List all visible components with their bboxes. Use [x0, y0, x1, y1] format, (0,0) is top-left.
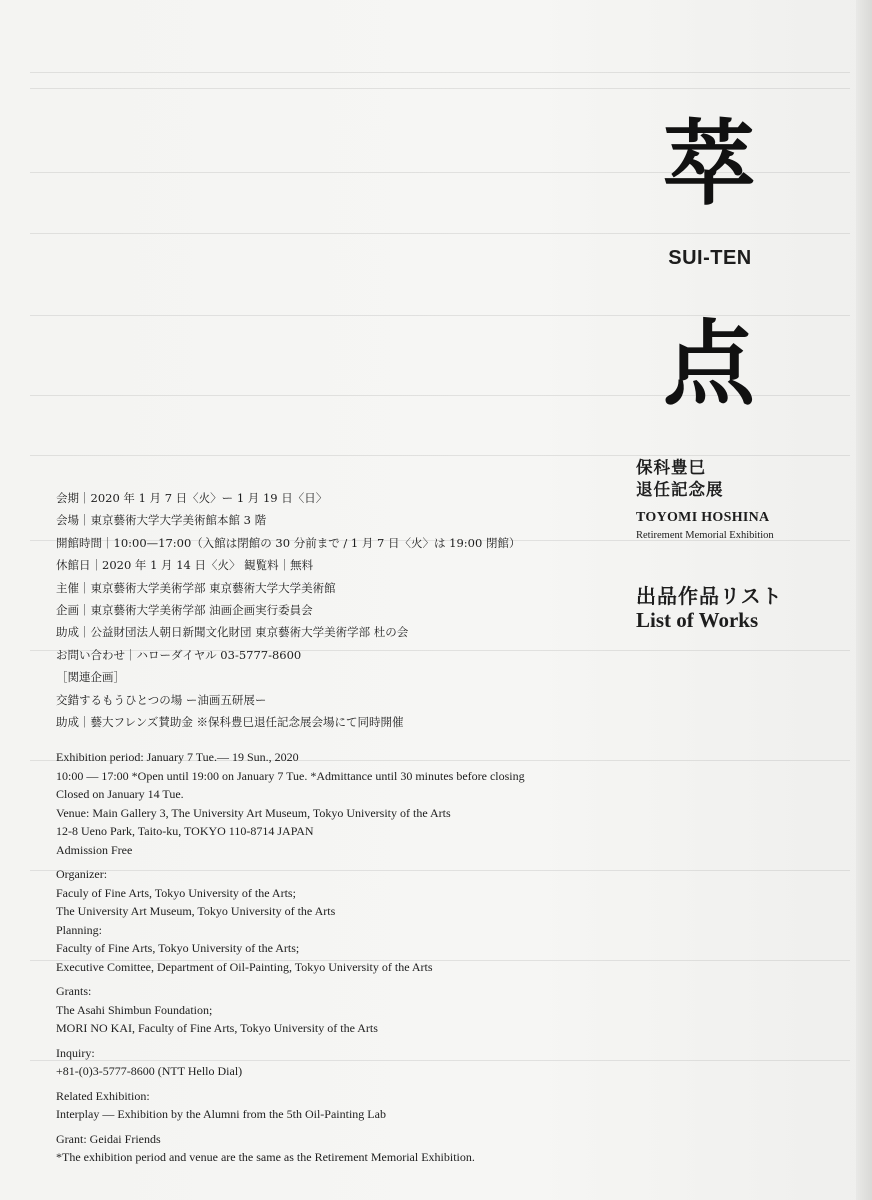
en-info-line: Grant: Geidai Friends	[56, 1131, 161, 1146]
title-kanji-bottom: 点	[662, 310, 755, 418]
jp-info-related-heading: ［関連企画］	[56, 670, 125, 685]
en-info-line: Closed on January 14 Tue.	[56, 787, 184, 801]
jp-subtitle-artist: 保科豊巳	[636, 458, 706, 477]
jp-info-related-title: 交錯するもうひとつの場 ー油画五研展ー	[56, 692, 267, 707]
jp-info-hours: 開館時間｜10:00—17:00（入館は閉館の 30 分前まで / 1 月 7 日〈火〉は 19:00 閉館）	[56, 535, 521, 550]
en-info-line: Admission Free	[56, 842, 133, 857]
jp-info-block	[56, 487, 616, 733]
jp-info-period: 会期｜2020 年 1 月 7 日〈火〉ー 1 月 19 日〈日〉	[56, 491, 328, 505]
en-info-line: Related Exhibition:	[56, 1088, 150, 1103]
en-info-line: Faculty of Fine Arts, Tokyo University of the Arts;	[56, 941, 300, 955]
en-info-line: Planning:	[56, 922, 103, 937]
en-info-line: Organizer:	[56, 867, 108, 881]
jp-info-planning: 企画｜東京藝術大学美術学部 油画企画実行委員会	[56, 602, 313, 617]
jp-info-inquiry: お問い合わせ｜ハローダイヤル 03-5777-8600	[56, 647, 302, 662]
jp-info-closed-admission: 休館日｜2020 年 1 月 14 日〈火〉 観覧料｜無料	[56, 558, 314, 573]
en-info-line: Venue: Main Gallery 3, The University Art Museum, Tokyo University of the Arts	[56, 805, 451, 820]
en-info-line: 10:00 — 17:00 *Open until 19:00 on January 7 Tue. *Admittance until 30 minutes before closing	[56, 768, 525, 783]
title-kanji-top: 萃	[662, 110, 755, 218]
en-info-line: 12-8 Ueno Park, Taito-ku, TOKYO 110-8714 JAPAN	[56, 824, 314, 838]
title-romaji: SUI-TEN	[668, 247, 752, 269]
en-info-line: MORI NO KAI, Faculty of Fine Arts, Tokyo University of the Arts	[56, 1021, 378, 1035]
jp-info-grants: 助成｜公益財団法人朝日新聞文化財団 東京藝術大学美術学部 杜の会	[56, 625, 409, 640]
list-heading-en: List of Works	[636, 608, 759, 632]
jp-subtitle-event: 退任記念展	[636, 480, 724, 499]
list-heading-jp: 出品作品リスト	[636, 584, 783, 608]
jp-info-organizer: 主催｜東京藝術大学美術学部 東京藝術大学大学美術館	[56, 580, 336, 595]
en-info-line: The University Art Museum, Tokyo University of the Arts	[56, 904, 336, 918]
en-info-line: Interplay — Exhibition by the Alumni from the 5th Oil-Painting Lab	[56, 1107, 386, 1121]
en-subtitle: Retirement Memorial Exhibition	[636, 530, 774, 541]
en-info-line: The Asahi Shimbun Foundation;	[56, 1002, 213, 1017]
en-info-line: Grants:	[56, 984, 92, 998]
en-artist-name: TOYOMI HOSHINA	[636, 510, 770, 525]
en-info-line: Inquiry:	[56, 1045, 95, 1060]
en-info-line: Faculy of Fine Arts, Tokyo University of the Arts;	[56, 885, 296, 900]
jp-info-related-grant: 助成｜藝大フレンズ賛助金 ※保科豊巳退任記念展会場にて同時開催	[56, 714, 404, 729]
en-info-line: *The exhibition period and venue are the same as the Retirement Memorial Exhibition.	[56, 1150, 475, 1164]
jp-info-venue: 会場｜東京藝術大学大学美術館本館 3 階	[56, 513, 267, 528]
en-info-line: Executive Comittee, Department of Oil-Painting, Tokyo University of the Arts	[56, 959, 433, 974]
en-info-line: +81-(0)3-5777-8600 (NTT Hello Dial)	[56, 1064, 243, 1078]
paper-edge-shadow	[856, 0, 872, 1200]
en-info-block	[56, 748, 616, 1167]
en-info-line: Exhibition period: January 7 Tue.— 19 Sun., 2020	[56, 750, 299, 764]
